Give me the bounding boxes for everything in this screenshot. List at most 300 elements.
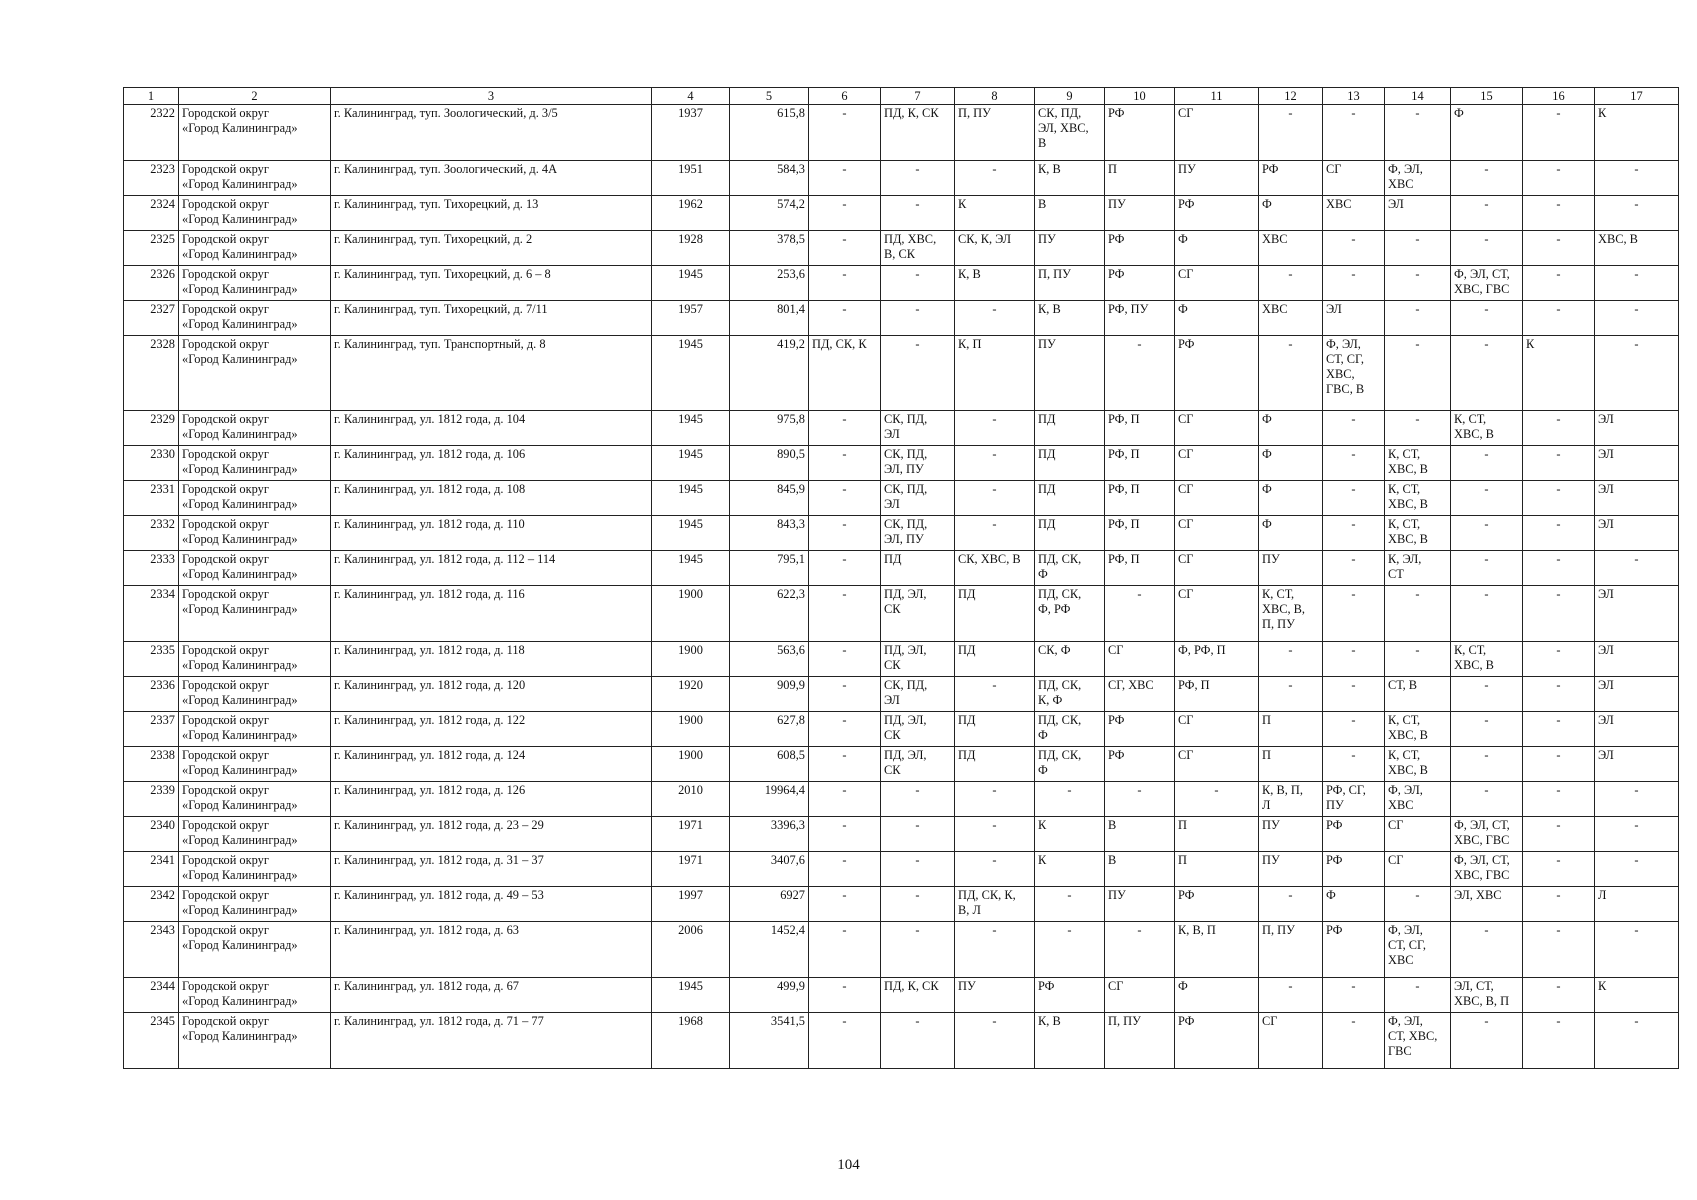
work-period-cell [881, 446, 955, 481]
work-period-cell [1595, 231, 1679, 266]
work-period-cell [955, 887, 1035, 922]
work-period-cell-text: РФ, СГ, ПУ [1326, 783, 1366, 812]
work-period-cell [881, 336, 955, 411]
area-cell [730, 481, 809, 516]
work-period-cell [1105, 922, 1175, 978]
work-period-cell-text: П, ПУ [1108, 1014, 1141, 1028]
address-cell [331, 887, 652, 922]
year-cell [652, 1013, 730, 1069]
work-period-cell-text: - [1067, 923, 1072, 937]
row-number-cell-text: 2335 [150, 643, 175, 657]
address-cell-text: г. Калининград, ул. 1812 года, д. 49 – 53 [334, 888, 544, 902]
work-period-cell [1451, 481, 1523, 516]
address-cell [331, 642, 652, 677]
address-cell [331, 481, 652, 516]
municipality-cell [179, 105, 331, 161]
table-row [124, 196, 1679, 231]
work-period-cell-text: РФ [1178, 197, 1195, 211]
work-period-cell [1323, 712, 1385, 747]
work-period-cell-text: ПД [1038, 482, 1056, 496]
work-period-cell [1385, 712, 1451, 747]
table-row [124, 922, 1679, 978]
work-period-cell [1451, 266, 1523, 301]
column-number-header: 17 [1595, 88, 1679, 105]
work-period-cell [1595, 747, 1679, 782]
work-period-cell-text: ЭЛ [1598, 447, 1614, 461]
work-period-cell-text: Ф [1178, 232, 1188, 246]
work-period-cell [1595, 446, 1679, 481]
work-period-cell-text: - [1484, 783, 1489, 797]
work-period-cell-text: - [1351, 412, 1356, 426]
work-period-cell [1035, 642, 1105, 677]
municipality-cell [179, 196, 331, 231]
work-period-cell-text: СГ [1108, 643, 1124, 657]
work-period-cell [1323, 446, 1385, 481]
row-number-cell-text: 2337 [150, 713, 175, 727]
work-period-cell [1385, 231, 1451, 266]
work-period-cell [1035, 196, 1105, 231]
work-period-cell [1175, 161, 1259, 196]
work-period-cell [1175, 411, 1259, 446]
work-period-cell-text: П, ПУ [1038, 267, 1071, 281]
work-period-cell-text: ПД, СК, Ф, РФ [1038, 587, 1082, 616]
work-period-cell-text: Ф, ЭЛ, ХВС [1388, 783, 1423, 812]
work-period-cell-text: ПУ [1108, 888, 1126, 902]
municipality-cell [179, 642, 331, 677]
work-period-cell-text: - [1137, 923, 1142, 937]
work-period-cell [1451, 712, 1523, 747]
work-period-cell [1035, 747, 1105, 782]
work-period-cell-text: - [1067, 783, 1072, 797]
work-period-cell-text: - [1634, 197, 1639, 211]
work-period-cell [1385, 301, 1451, 336]
area-cell-text: 419,2 [777, 337, 805, 351]
work-period-cell-text: П [1108, 162, 1117, 176]
work-period-cell-text: СГ [1388, 853, 1404, 867]
work-period-cell-text: - [1484, 1014, 1489, 1028]
table-row [124, 411, 1679, 446]
area-cell [730, 852, 809, 887]
work-period-cell [1451, 336, 1523, 411]
work-period-cell-text: ЭЛ, СТ, ХВС, В, П [1454, 979, 1510, 1008]
work-period-cell-text: СГ [1178, 713, 1194, 727]
work-period-cell-text: - [1556, 783, 1561, 797]
area-cell-text: 253,6 [777, 267, 805, 281]
row-number-cell [124, 642, 179, 677]
work-period-cell [1523, 481, 1595, 516]
municipality-cell [179, 782, 331, 817]
area-cell [730, 301, 809, 336]
work-period-cell [1595, 551, 1679, 586]
row-number-cell [124, 551, 179, 586]
address-cell-text: г. Калининград, ул. 1812 года, д. 116 [334, 587, 525, 601]
work-period-cell [1035, 922, 1105, 978]
work-period-cell-text: - [1634, 783, 1639, 797]
work-period-cell-text: СГ [1178, 447, 1194, 461]
work-period-cell-text: - [1415, 888, 1420, 902]
year-cell-text: 1900 [678, 748, 703, 762]
work-period-cell-text: - [1556, 197, 1561, 211]
work-period-cell-text: - [1351, 979, 1356, 993]
table-row [124, 817, 1679, 852]
work-period-cell [809, 817, 881, 852]
work-period-cell [809, 712, 881, 747]
work-period-cell-text: - [1137, 587, 1142, 601]
work-period-cell [881, 922, 955, 978]
work-period-cell [809, 161, 881, 196]
municipality-cell [179, 677, 331, 712]
work-period-cell-text: СГ [1178, 412, 1194, 426]
work-period-cell-text: - [992, 517, 997, 531]
work-period-cell-text: СГ [1178, 748, 1194, 762]
row-number-cell [124, 301, 179, 336]
work-period-cell [1323, 161, 1385, 196]
work-period-cell [809, 978, 881, 1013]
area-cell [730, 196, 809, 231]
work-period-cell-text: - [1556, 818, 1561, 832]
work-period-cell-text: - [1415, 302, 1420, 316]
work-period-cell [1451, 196, 1523, 231]
work-period-cell [1451, 551, 1523, 586]
work-period-cell [881, 782, 955, 817]
year-cell-text: 1900 [678, 587, 703, 601]
work-period-cell-text: - [1556, 447, 1561, 461]
work-period-cell [1451, 446, 1523, 481]
work-period-cell [881, 105, 955, 161]
work-period-cell [1323, 782, 1385, 817]
work-period-cell-text: - [1634, 853, 1639, 867]
work-period-cell-text: - [1634, 267, 1639, 281]
address-cell-text: г. Калининград, туп. Зоологический, д. 4А [334, 162, 558, 176]
work-period-cell-text: - [1484, 552, 1489, 566]
work-period-cell-text: ПУ [1038, 232, 1056, 246]
work-period-cell-text: - [915, 1014, 920, 1028]
work-period-cell [1523, 301, 1595, 336]
work-period-cell [809, 551, 881, 586]
year-cell [652, 712, 730, 747]
address-cell-text: г. Калининград, туп. Тихорецкий, д. 6 – 8 [334, 267, 551, 281]
work-period-cell-text: ПД, К, СК [884, 106, 939, 120]
column-number-header: 16 [1523, 88, 1595, 105]
work-period-cell [1385, 887, 1451, 922]
work-period-cell-text: РФ [1108, 106, 1125, 120]
work-period-cell-text: ПУ [1178, 162, 1196, 176]
work-period-cell-text: СК, ПД, ЭЛ [884, 678, 928, 707]
work-period-cell [1259, 481, 1323, 516]
year-cell-text: 1928 [678, 232, 703, 246]
work-period-cell [1451, 231, 1523, 266]
municipality-cell-text: Городской округ «Город Калининград» [182, 412, 298, 441]
address-cell [331, 446, 652, 481]
area-cell [730, 105, 809, 161]
work-period-cell-text: СГ [1388, 818, 1404, 832]
work-period-cell [1323, 105, 1385, 161]
work-period-cell [955, 336, 1035, 411]
work-period-cell [1523, 642, 1595, 677]
area-cell-text: 909,9 [777, 678, 805, 692]
work-period-cell-text: СК, ПД, ЭЛ, ХВС, В [1038, 106, 1089, 150]
work-period-cell-text: - [1415, 587, 1420, 601]
work-period-cell [809, 231, 881, 266]
work-period-cell [1385, 978, 1451, 1013]
work-period-cell-text: - [842, 783, 847, 797]
area-cell-text: 608,5 [777, 748, 805, 762]
work-period-cell [1595, 1013, 1679, 1069]
work-period-cell [1323, 411, 1385, 446]
work-period-cell-text: ПД [1038, 447, 1056, 461]
row-number-cell-text: 2333 [150, 552, 175, 566]
municipality-cell [179, 978, 331, 1013]
work-period-cell-text: - [1288, 643, 1293, 657]
work-period-cell-text: - [1415, 412, 1420, 426]
year-cell [652, 411, 730, 446]
row-number-cell-text: 2327 [150, 302, 175, 316]
work-period-cell-text: ЭЛ [1598, 748, 1614, 762]
work-period-cell-text: - [992, 162, 997, 176]
work-period-cell-text: СГ [1178, 482, 1194, 496]
work-period-cell [1259, 712, 1323, 747]
work-period-cell-text: СГ [1178, 552, 1194, 566]
municipality-cell [179, 231, 331, 266]
area-cell [730, 782, 809, 817]
work-period-cell-text: - [1484, 302, 1489, 316]
area-cell-text: 795,1 [777, 552, 805, 566]
year-cell-text: 1997 [678, 888, 703, 902]
work-period-cell-text: - [1484, 517, 1489, 531]
address-cell-text: г. Калининград, ул. 1812 года, д. 124 [334, 748, 526, 762]
work-period-cell [1259, 516, 1323, 551]
work-period-cell-text: П [1178, 818, 1187, 832]
work-period-cell-text: Ф [1454, 106, 1464, 120]
work-period-cell-text: ЭЛ [1598, 412, 1614, 426]
work-period-cell [881, 481, 955, 516]
municipality-cell [179, 586, 331, 642]
work-period-cell-text: - [1288, 888, 1293, 902]
area-cell-text: 3407,6 [770, 853, 805, 867]
work-period-cell-text: СК, ПД, ЭЛ, ПУ [884, 447, 928, 476]
work-period-cell-text: ПД [958, 748, 976, 762]
work-period-cell-text: - [1415, 106, 1420, 120]
work-period-cell [1595, 852, 1679, 887]
year-cell-text: 1945 [678, 979, 703, 993]
work-period-cell-text: Ф, ЭЛ, СТ, ХВС, ГВС [1454, 267, 1510, 296]
work-period-cell-text: - [1484, 232, 1489, 246]
work-period-cell [1595, 196, 1679, 231]
table-row [124, 301, 1679, 336]
row-number-cell-text: 2339 [150, 783, 175, 797]
area-cell [730, 231, 809, 266]
work-period-cell-text: - [1351, 267, 1356, 281]
work-period-cell-text: - [992, 783, 997, 797]
address-cell-text: г. Калининград, ул. 1812 года, д. 112 – 114 [334, 552, 556, 566]
work-period-cell [1323, 747, 1385, 782]
work-period-cell-text: - [1351, 748, 1356, 762]
municipality-cell-text: Городской округ «Город Калининград» [182, 552, 298, 581]
work-period-cell-text: - [1351, 552, 1356, 566]
table-row [124, 481, 1679, 516]
municipality-cell-text: Городской округ «Город Калининград» [182, 643, 298, 672]
work-period-cell [881, 677, 955, 712]
work-period-cell-text: К, СТ, ХВС, В [1454, 412, 1494, 441]
year-cell [652, 231, 730, 266]
row-number-cell [124, 411, 179, 446]
year-cell-text: 1971 [678, 818, 703, 832]
work-period-cell-text: - [1556, 643, 1561, 657]
municipality-cell-text: Городской округ «Город Калининград» [182, 979, 298, 1008]
work-period-cell-text: ПД [958, 713, 976, 727]
header-row [124, 88, 1679, 105]
area-cell [730, 336, 809, 411]
work-period-cell-text: - [1351, 232, 1356, 246]
municipality-cell [179, 336, 331, 411]
work-period-cell-text: - [1634, 162, 1639, 176]
address-cell [331, 266, 652, 301]
work-period-cell [1323, 266, 1385, 301]
work-period-cell [881, 196, 955, 231]
work-period-cell [1595, 677, 1679, 712]
address-cell-text: г. Калининград, ул. 1812 года, д. 110 [334, 517, 525, 531]
table-row [124, 586, 1679, 642]
work-period-cell-text: - [1556, 1014, 1561, 1028]
municipality-cell [179, 887, 331, 922]
work-period-cell-text: К, СТ, ХВС, В [1454, 643, 1494, 672]
work-period-cell [955, 196, 1035, 231]
year-cell [652, 677, 730, 712]
work-period-cell-text: РФ [1038, 979, 1055, 993]
work-period-cell [1595, 782, 1679, 817]
work-period-cell [1259, 817, 1323, 852]
work-period-cell [1259, 852, 1323, 887]
work-period-cell [955, 481, 1035, 516]
municipality-cell-text: Городской округ «Город Калининград» [182, 748, 298, 777]
work-period-cell [881, 747, 955, 782]
work-period-cell [955, 1013, 1035, 1069]
work-period-cell [1105, 516, 1175, 551]
table-row [124, 677, 1679, 712]
work-period-cell-text: - [915, 853, 920, 867]
work-period-cell-text: ЭЛ [1598, 517, 1614, 531]
work-period-cell [1451, 516, 1523, 551]
work-period-cell [1323, 586, 1385, 642]
work-period-cell [1105, 161, 1175, 196]
work-period-cell-text: - [992, 923, 997, 937]
work-period-cell-text: РФ, ПУ [1108, 302, 1149, 316]
work-period-cell-text: - [1351, 678, 1356, 692]
work-period-cell-text: Ф, ЭЛ, СТ, СГ, ХВС [1388, 923, 1426, 967]
work-period-cell [1175, 747, 1259, 782]
row-number-cell-text: 2326 [150, 267, 175, 281]
work-period-cell-text: - [1484, 197, 1489, 211]
work-period-cell [881, 411, 955, 446]
work-period-cell [955, 161, 1035, 196]
work-period-cell-text: СК, Ф [1038, 643, 1071, 657]
work-period-cell-text: СГ [1262, 1014, 1278, 1028]
work-period-cell [1175, 782, 1259, 817]
work-period-cell-text: - [1484, 482, 1489, 496]
work-period-cell-text: - [1351, 517, 1356, 531]
year-cell-text: 1945 [678, 552, 703, 566]
municipality-cell [179, 516, 331, 551]
work-period-cell-text: Ф [1326, 888, 1336, 902]
work-period-cell [1105, 551, 1175, 586]
work-period-cell [1523, 231, 1595, 266]
row-number-cell [124, 196, 179, 231]
work-period-cell [1105, 301, 1175, 336]
work-period-cell [1451, 586, 1523, 642]
work-period-cell [1105, 446, 1175, 481]
work-period-cell-text: - [842, 302, 847, 316]
area-cell [730, 516, 809, 551]
address-cell [331, 411, 652, 446]
year-cell-text: 1937 [678, 106, 703, 120]
work-period-cell-text: РФ [1326, 818, 1343, 832]
column-number-header: 7 [881, 88, 955, 105]
table-row [124, 712, 1679, 747]
row-number-cell [124, 1013, 179, 1069]
work-period-cell [881, 586, 955, 642]
work-period-cell [1451, 301, 1523, 336]
page-number: 104 [837, 1157, 860, 1173]
work-period-cell [1595, 887, 1679, 922]
work-period-cell [1323, 196, 1385, 231]
work-period-cell [1385, 586, 1451, 642]
column-number-header: 1 [124, 88, 179, 105]
work-period-cell [1105, 817, 1175, 852]
work-period-cell [1175, 852, 1259, 887]
work-period-cell-text: К, В, П [1178, 923, 1216, 937]
work-period-cell-text: РФ [1108, 232, 1125, 246]
work-period-cell-text: - [1484, 748, 1489, 762]
work-period-cell-text: СГ [1178, 587, 1194, 601]
work-period-cell-text: РФ [1108, 267, 1125, 281]
work-period-cell [1105, 105, 1175, 161]
address-cell [331, 922, 652, 978]
work-period-cell-text: - [842, 587, 847, 601]
work-period-cell [1175, 817, 1259, 852]
table-row [124, 105, 1679, 161]
work-period-cell [1259, 161, 1323, 196]
work-period-cell [1385, 446, 1451, 481]
work-period-cell [1523, 196, 1595, 231]
work-period-cell [1385, 1013, 1451, 1069]
row-number-cell-text: 2330 [150, 447, 175, 461]
work-period-cell [1035, 105, 1105, 161]
work-period-cell-text: - [1634, 552, 1639, 566]
work-period-cell-text: - [1634, 337, 1639, 351]
area-cell-text: 3541,5 [770, 1014, 805, 1028]
year-cell-text: 2006 [678, 923, 703, 937]
work-period-cell-text: - [915, 337, 920, 351]
work-period-cell [1385, 481, 1451, 516]
work-period-cell [1105, 642, 1175, 677]
work-period-cell [1259, 231, 1323, 266]
work-period-cell-text: ПД, СК, К [812, 337, 867, 351]
row-number-cell-text: 2341 [150, 853, 175, 867]
municipality-cell [179, 266, 331, 301]
work-period-cell-text: - [842, 552, 847, 566]
address-cell [331, 817, 652, 852]
address-cell [331, 301, 652, 336]
address-cell-text: г. Калининград, ул. 1812 года, д. 71 – 77 [334, 1014, 544, 1028]
row-number-cell [124, 231, 179, 266]
work-period-cell [1451, 1013, 1523, 1069]
row-number-cell [124, 817, 179, 852]
work-period-cell [1451, 922, 1523, 978]
work-period-cell [1035, 817, 1105, 852]
work-period-cell [881, 712, 955, 747]
column-number-header: 3 [331, 88, 652, 105]
municipality-cell [179, 922, 331, 978]
